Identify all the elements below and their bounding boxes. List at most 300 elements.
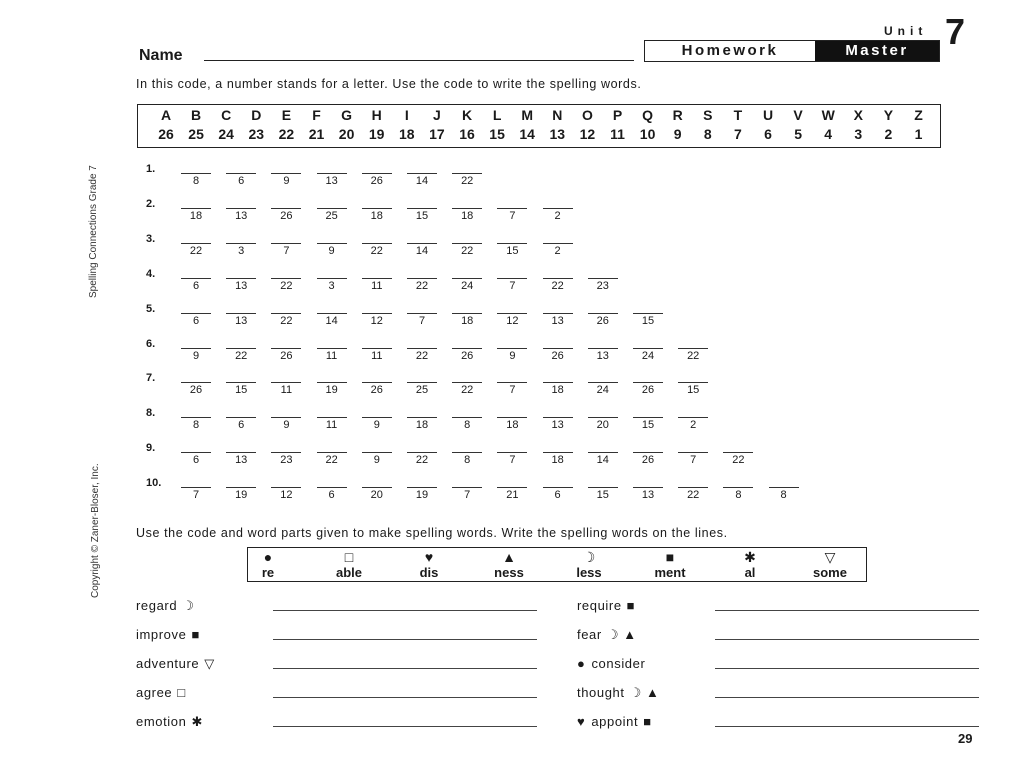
code-number: 12: [506, 314, 519, 327]
code-letter: J: [432, 107, 441, 123]
code-number: 7: [733, 126, 742, 142]
letter-blank[interactable]: [271, 278, 301, 279]
letter-blank[interactable]: [317, 452, 347, 453]
code-number: 18: [415, 419, 429, 432]
letter-blank[interactable]: [543, 313, 573, 314]
code-number: 22: [551, 279, 564, 292]
answer-line[interactable]: [715, 610, 979, 611]
code-number: 9: [373, 419, 380, 432]
code-number: 13: [549, 126, 566, 142]
letter-blank[interactable]: [362, 313, 392, 314]
code-number: 25: [415, 384, 429, 397]
code-number: 13: [551, 314, 564, 327]
code-number: 26: [551, 349, 564, 362]
letter-blank[interactable]: [317, 487, 347, 488]
code-number: 6: [328, 489, 335, 502]
letter-blank[interactable]: [181, 173, 211, 174]
word-part-label: dis: [419, 565, 439, 580]
word-part-label: able: [335, 565, 362, 580]
letter-blank[interactable]: [317, 382, 347, 383]
homework-master-banner: [644, 40, 940, 62]
word-item: [577, 627, 637, 643]
letter-blank[interactable]: [678, 382, 708, 383]
code-number: 2: [884, 126, 893, 142]
code-letter: Z: [914, 107, 923, 123]
letter-blank[interactable]: [452, 382, 482, 383]
letter-blank[interactable]: [407, 313, 437, 314]
code-number: 14: [415, 244, 429, 257]
letter-blank[interactable]: [497, 487, 527, 488]
code-number: 22: [732, 454, 745, 467]
code-number: 22: [325, 454, 338, 467]
word-item: [577, 598, 635, 613]
code-number: 26: [370, 175, 383, 187]
code-number: 22: [280, 279, 293, 292]
letter-blank[interactable]: [271, 348, 301, 349]
letter-blank[interactable]: [497, 417, 527, 418]
code-number: 14: [596, 454, 609, 467]
code-number: 1: [914, 126, 923, 142]
code-number: 11: [610, 126, 625, 142]
code-number: 15: [641, 419, 655, 432]
letter-blank[interactable]: [317, 278, 347, 279]
base-word: regard: [136, 598, 178, 613]
letter-blank[interactable]: [317, 348, 347, 349]
code-number: 7: [418, 314, 426, 327]
code-number: 11: [325, 419, 338, 432]
answer-line[interactable]: [273, 610, 537, 611]
word-part-label: re: [261, 565, 275, 580]
letter-blank[interactable]: [226, 243, 256, 244]
moon-icon: ☽: [582, 549, 596, 565]
letter-blank[interactable]: [271, 243, 301, 244]
word-part-label: some: [813, 565, 847, 580]
code-number: 22: [415, 279, 429, 292]
code-number: 6: [192, 454, 200, 467]
answer-line[interactable]: [273, 726, 537, 727]
letter-blank[interactable]: [362, 348, 392, 349]
code-number: 25: [325, 209, 338, 222]
letter-blank[interactable]: [452, 452, 482, 453]
code-letter: S: [703, 107, 713, 123]
code-number: 9: [283, 175, 290, 187]
code-number: 7: [509, 279, 516, 292]
code-number: 13: [641, 489, 655, 502]
letter-blank[interactable]: [317, 243, 347, 244]
code-number: 19: [235, 489, 248, 502]
letter-blank[interactable]: [723, 452, 753, 453]
code-number: 11: [280, 384, 293, 397]
code-number: 18: [506, 419, 519, 432]
letter-blank[interactable]: [588, 382, 618, 383]
code-number: 13: [551, 419, 564, 432]
letter-blank[interactable]: [588, 278, 618, 279]
letter-blank[interactable]: [226, 417, 256, 418]
letter-blank[interactable]: [407, 452, 437, 453]
letter-blank[interactable]: [497, 382, 527, 383]
circle-icon: ●: [263, 549, 273, 565]
code-number: 9: [673, 126, 682, 142]
word-item: [136, 656, 215, 672]
letter-blank[interactable]: [497, 313, 527, 314]
code-number: 22: [461, 244, 474, 257]
master-label: Master: [815, 41, 939, 61]
code-number: 18: [189, 209, 203, 222]
code-letter: U: [762, 107, 774, 123]
code-number: 14: [415, 175, 429, 187]
triangle-outline-icon: ▽: [824, 549, 836, 565]
letter-blank[interactable]: [678, 348, 708, 349]
letter-blank[interactable]: [452, 487, 482, 488]
code-number: 22: [189, 244, 203, 257]
triangle-icon: ▲: [502, 549, 516, 565]
code-number: 13: [235, 314, 248, 327]
code-number: 14: [519, 126, 535, 142]
letter-blank[interactable]: [497, 348, 527, 349]
code-number: 6: [554, 489, 561, 502]
code-number: 26: [596, 314, 609, 327]
letter-blank[interactable]: [543, 382, 573, 383]
letter-blank[interactable]: [678, 452, 708, 453]
page-number: 29: [958, 731, 973, 746]
letter-blank[interactable]: [543, 278, 573, 279]
code-number: 8: [464, 419, 471, 432]
code-number: 6: [192, 314, 200, 327]
letter-blank[interactable]: [407, 487, 437, 488]
code-number: 26: [461, 349, 474, 362]
letter-blank[interactable]: [769, 487, 799, 488]
code-number: 20: [370, 489, 383, 502]
letter-blank[interactable]: [226, 487, 256, 488]
row-number: 1.: [146, 163, 156, 175]
suffix-symbol-icon: ☽: [182, 598, 195, 613]
code-number: 24: [641, 349, 655, 362]
letter-blank[interactable]: [317, 173, 347, 174]
code-letter: A: [160, 107, 172, 123]
letter-blank[interactable]: [407, 173, 437, 174]
code-number: 21: [506, 489, 519, 502]
code-letter: H: [371, 107, 382, 123]
letter-blank[interactable]: [407, 208, 437, 209]
letter-blank[interactable]: [226, 348, 256, 349]
letter-blank[interactable]: [362, 208, 392, 209]
letter-blank[interactable]: [588, 417, 618, 418]
letter-blank[interactable]: [271, 452, 301, 453]
row-number: 9.: [146, 442, 156, 455]
code-letter: O: [581, 107, 593, 123]
letter-blank[interactable]: [271, 417, 301, 418]
answer-line[interactable]: [273, 668, 537, 669]
code-number: 8: [780, 489, 787, 502]
letter-blank[interactable]: [362, 452, 392, 453]
code-number: 22: [280, 314, 293, 327]
letter-blank[interactable]: [452, 208, 482, 209]
suffix-symbol-icon: ■: [626, 598, 636, 613]
letter-blank[interactable]: [678, 487, 708, 488]
letter-blank[interactable]: [226, 452, 256, 453]
letter-blank[interactable]: [588, 313, 618, 314]
code-table: [137, 104, 941, 148]
code-number: 10: [639, 126, 656, 142]
letter-blank[interactable]: [497, 278, 527, 279]
letter-blank[interactable]: [317, 313, 347, 314]
code-number: 2: [554, 244, 561, 257]
code-number: 13: [235, 454, 248, 467]
code-number: 24: [596, 384, 609, 397]
code-number: 26: [280, 209, 293, 222]
letter-blank[interactable]: [317, 208, 347, 209]
letter-blank[interactable]: [452, 313, 482, 314]
letter-blank[interactable]: [362, 243, 392, 244]
word-part-label: less: [576, 565, 602, 580]
code-letter: Y: [883, 107, 894, 123]
word-part-label: al: [744, 565, 756, 580]
word-part-label: ment: [654, 565, 686, 580]
code-number: 6: [764, 126, 772, 142]
code-letter: W: [821, 107, 835, 123]
letter-blank[interactable]: [633, 452, 663, 453]
code-number: 22: [687, 489, 700, 502]
answer-line[interactable]: [715, 726, 979, 727]
code-letter: E: [281, 107, 292, 123]
code-number: 3: [238, 244, 245, 257]
letter-blank[interactable]: [226, 278, 256, 279]
code-letter: M: [521, 107, 534, 123]
code-number: 23: [596, 279, 609, 292]
letter-blank[interactable]: [543, 417, 573, 418]
code-number: 19: [368, 126, 385, 142]
suffix-symbol-icon: □: [177, 685, 186, 700]
code-number: 9: [283, 419, 290, 432]
letter-blank[interactable]: [181, 278, 211, 279]
code-number: 12: [579, 126, 596, 142]
suffix-symbol-icon: ▽: [204, 656, 215, 671]
word-item: [577, 714, 652, 729]
code-number: 15: [506, 244, 519, 257]
base-word: consider: [591, 656, 646, 671]
letter-blank[interactable]: [181, 487, 211, 488]
code-number: 19: [325, 384, 338, 397]
code-number: 22: [235, 349, 248, 362]
code-number: 9: [373, 454, 380, 467]
word-item: [136, 685, 186, 700]
code-letter: V: [793, 107, 803, 123]
code-number: 18: [370, 209, 383, 222]
letter-blank[interactable]: [226, 173, 256, 174]
answer-line[interactable]: [715, 668, 979, 669]
code-number: 15: [489, 126, 505, 142]
letter-blank[interactable]: [497, 243, 527, 244]
letter-blank[interactable]: [362, 278, 392, 279]
letter-blank[interactable]: [271, 173, 301, 174]
code-number: 23: [280, 454, 293, 467]
letter-blank[interactable]: [407, 243, 437, 244]
code-number: 18: [399, 126, 415, 142]
code-number: 6: [192, 279, 200, 292]
letter-blank[interactable]: [362, 417, 392, 418]
code-number: 4: [824, 126, 833, 142]
letter-blank[interactable]: [181, 313, 211, 314]
code-number: 26: [158, 126, 174, 142]
letter-blank[interactable]: [226, 313, 256, 314]
letter-blank[interactable]: [362, 173, 392, 174]
code-number: 8: [192, 419, 200, 432]
code-number: 12: [280, 489, 293, 502]
letter-blank[interactable]: [181, 417, 211, 418]
code-number: 15: [687, 384, 700, 397]
letter-blank[interactable]: [633, 382, 663, 383]
letter-blank[interactable]: [181, 208, 211, 209]
letter-blank[interactable]: [271, 208, 301, 209]
code-letter: Q: [642, 107, 654, 123]
letter-blank[interactable]: [633, 487, 663, 488]
base-word: agree: [136, 685, 173, 700]
suffix-symbol-icon: ☽ ▲: [629, 685, 660, 700]
code-letter: N: [552, 107, 563, 123]
code-number: 13: [235, 279, 248, 292]
suffix-symbol-icon: ■: [643, 714, 652, 729]
row-number: 4.: [146, 267, 156, 280]
word-part-label: ness: [494, 565, 524, 580]
copyright-notice: Copyright © Zaner-Bloser, Inc.: [90, 463, 101, 598]
answer-line[interactable]: [273, 639, 537, 640]
word-item: [577, 685, 660, 701]
code-number: 14: [325, 314, 338, 327]
letter-blank[interactable]: [543, 452, 573, 453]
code-letter: D: [251, 107, 262, 123]
letter-blank[interactable]: [362, 487, 392, 488]
code-number: 20: [596, 419, 609, 432]
letter-blank[interactable]: [181, 382, 211, 383]
row-number: 8.: [146, 407, 156, 420]
letter-blank[interactable]: [543, 348, 573, 349]
code-number: 23: [248, 126, 265, 142]
code-number: 18: [551, 384, 564, 397]
word-item: [577, 656, 650, 671]
letter-blank[interactable]: [362, 382, 392, 383]
base-word: thought: [577, 685, 625, 700]
letter-blank[interactable]: [497, 208, 527, 209]
suffix-symbol-icon: ✱: [191, 714, 203, 729]
letter-blank[interactable]: [633, 348, 663, 349]
suffix-symbol-icon: ☽ ▲: [606, 627, 637, 642]
code-number: 11: [325, 349, 338, 362]
code-letter: T: [733, 107, 743, 123]
code-letter: R: [672, 107, 683, 123]
unit-label: Unit: [884, 24, 928, 38]
answer-line[interactable]: [715, 639, 979, 640]
letter-blank[interactable]: [407, 348, 437, 349]
code-number: 7: [192, 489, 200, 502]
code-number: 22: [370, 244, 383, 257]
letter-blank[interactable]: [588, 452, 618, 453]
letter-blank[interactable]: [723, 487, 753, 488]
code-number: 7: [464, 489, 471, 502]
code-number: 5: [794, 126, 802, 142]
code-number: 6: [238, 419, 245, 432]
code-number: 11: [371, 349, 383, 362]
code-number: 24: [461, 279, 474, 292]
letter-blank[interactable]: [271, 382, 301, 383]
code-number: 19: [415, 489, 429, 502]
code-letter: F: [312, 107, 321, 123]
letter-blank[interactable]: [226, 382, 256, 383]
letter-blank[interactable]: [543, 243, 573, 244]
letter-blank[interactable]: [678, 417, 708, 418]
letter-blank[interactable]: [226, 208, 256, 209]
code-number: 13: [235, 209, 248, 222]
letter-blank[interactable]: [452, 173, 482, 174]
code-number: 17: [429, 126, 445, 142]
code-number: 9: [328, 244, 335, 257]
code-letter: G: [341, 107, 353, 123]
prefix-symbol-icon: ♥: [577, 714, 586, 729]
unit-number: 7: [945, 11, 966, 52]
row-number: 2.: [146, 197, 156, 210]
answer-line[interactable]: [715, 697, 979, 698]
word-item: [136, 627, 200, 642]
letter-blank[interactable]: [543, 208, 573, 209]
word-parts-legend: [247, 547, 867, 582]
code-number: 15: [596, 489, 609, 502]
letter-blank[interactable]: [407, 417, 437, 418]
letter-blank[interactable]: [543, 487, 573, 488]
code-number: 22: [415, 454, 429, 467]
letter-blank[interactable]: [317, 417, 347, 418]
code-letter: P: [612, 107, 623, 123]
letter-blank[interactable]: [271, 313, 301, 314]
heart-icon: ♥: [424, 549, 434, 565]
code-number: 7: [509, 454, 516, 467]
letter-blank[interactable]: [271, 487, 301, 488]
code-number: 15: [641, 314, 655, 327]
code-number: 6: [238, 175, 245, 187]
letter-blank[interactable]: [181, 452, 211, 453]
row-number: 5.: [146, 302, 156, 315]
letter-blank[interactable]: [497, 452, 527, 453]
asterisk-icon: ✱: [744, 549, 756, 565]
code-number: 22: [461, 384, 474, 397]
letter-blank[interactable]: [633, 313, 663, 314]
code-number: 22: [687, 349, 700, 362]
code-number: 22: [278, 126, 295, 142]
letter-blank[interactable]: [588, 487, 618, 488]
base-word: require: [577, 598, 622, 613]
code-letter: L: [492, 107, 502, 123]
row-number: 6.: [146, 337, 156, 350]
letter-blank[interactable]: [588, 348, 618, 349]
code-number: 26: [189, 384, 203, 397]
letter-blank[interactable]: [181, 348, 211, 349]
letter-blank[interactable]: [452, 417, 482, 418]
answer-line[interactable]: [273, 697, 537, 698]
letter-blank[interactable]: [452, 348, 482, 349]
letter-blank[interactable]: [452, 278, 482, 279]
letter-blank[interactable]: [407, 382, 437, 383]
letter-blank[interactable]: [181, 243, 211, 244]
prefix-symbol-icon: ●: [577, 656, 586, 671]
code-number: 7: [283, 244, 290, 257]
code-number: 26: [370, 384, 383, 397]
letter-blank[interactable]: [407, 278, 437, 279]
code-letter: B: [191, 107, 202, 123]
letter-blank[interactable]: [633, 417, 663, 418]
code-number: 11: [371, 279, 383, 292]
code-number: 18: [551, 454, 564, 467]
code-letter: I: [404, 107, 409, 123]
letter-blank[interactable]: [452, 243, 482, 244]
code-letter: C: [221, 107, 232, 123]
